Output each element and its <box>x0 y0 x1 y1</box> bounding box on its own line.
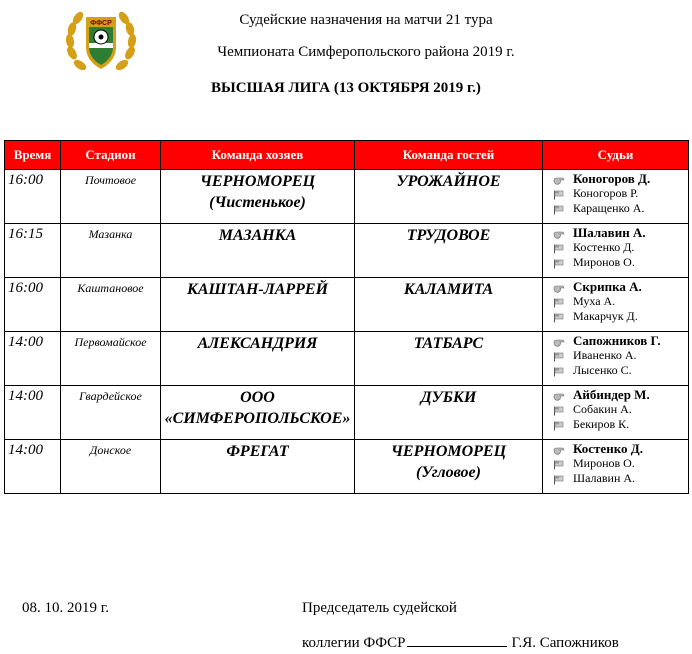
logo-text: ФФСР <box>90 20 112 27</box>
away-team-line: КАЛАМИТА <box>403 281 494 298</box>
away-team-cell <box>355 332 543 386</box>
flag-icon <box>553 258 565 268</box>
whistle-icon <box>553 390 565 400</box>
footer-date: 08. 10. 2019 г. <box>22 600 109 616</box>
assistant-referee <box>543 186 688 201</box>
away-team-cell <box>355 386 543 440</box>
away-team-cell <box>355 278 543 332</box>
main-referee <box>543 171 688 186</box>
time-cell: 14:00 <box>5 440 61 494</box>
referee-name: Коногоров Д. <box>573 171 651 186</box>
referees-cell <box>543 170 689 224</box>
main-referee <box>543 441 688 456</box>
stadium-cell: Донское <box>61 440 161 494</box>
away-team-line: ТРУДОВОЕ <box>406 227 491 244</box>
footer-prefix: коллегии ФФСР <box>302 635 406 651</box>
time-cell: 16:00 <box>5 170 61 224</box>
home-team-cell <box>161 332 355 386</box>
main-referee <box>543 333 688 348</box>
referee-name: Миронов О. <box>573 255 635 269</box>
assignments-table <box>4 140 689 494</box>
assistant-referee <box>543 309 688 324</box>
away-team-line: УРОЖАЙНОЕ <box>396 173 501 190</box>
footer-name: Г.Я. Сапожников <box>511 635 619 651</box>
assistant-referee <box>543 402 688 417</box>
header-away: Команда гостей <box>355 141 543 170</box>
referee-name: Макарчук Д. <box>573 309 638 323</box>
time-cell: 14:00 <box>5 332 61 386</box>
whistle-icon <box>553 282 565 292</box>
home-team-line: (Чистенькое) <box>209 194 306 211</box>
title-line-2: Чемпионата Симферопольского района 2019 г. <box>217 44 515 60</box>
referee-name: Миронов О. <box>573 456 635 470</box>
assistant-referee <box>543 240 688 255</box>
time-cell: 14:00 <box>5 386 61 440</box>
home-team-line: МАЗАНКА <box>218 227 297 244</box>
referee-name: Айбиндер М. <box>573 387 650 402</box>
table-row <box>5 224 689 278</box>
away-team-line: ДУБКИ <box>420 389 477 406</box>
referees-cell <box>543 224 689 278</box>
assistant-referee <box>543 294 688 309</box>
signature-line <box>407 634 507 647</box>
referee-name: Шалавин А. <box>573 225 646 240</box>
referees-cell <box>543 278 689 332</box>
main-referee <box>543 225 688 240</box>
flag-icon <box>553 420 565 430</box>
assistant-referee <box>543 363 688 378</box>
assistant-referee <box>543 348 688 363</box>
footer-line-1: Председатель судейской <box>302 600 457 616</box>
flag-icon <box>553 189 565 199</box>
referee-name: Шалавин А. <box>573 471 636 485</box>
flag-icon <box>553 366 565 376</box>
referee-name: Скрипка А. <box>573 279 642 294</box>
home-team-cell <box>161 170 355 224</box>
flag-icon <box>553 351 565 361</box>
table-row <box>5 386 689 440</box>
flag-icon <box>553 405 565 415</box>
away-team-cell <box>355 224 543 278</box>
home-team-cell <box>161 278 355 332</box>
referees-cell <box>543 332 689 386</box>
referee-name: Сапожников Г. <box>573 333 661 348</box>
referees-cell <box>543 440 689 494</box>
referees-cell <box>543 386 689 440</box>
away-team-cell <box>355 440 543 494</box>
referee-name: Каращенко А. <box>573 201 645 215</box>
home-team-line: ФРЕГАТ <box>226 443 289 460</box>
stadium-cell: Каштановое <box>61 278 161 332</box>
home-team-line: КАШТАН-ЛАРРЕЙ <box>186 281 329 298</box>
flag-icon <box>553 243 565 253</box>
away-team-cell <box>355 170 543 224</box>
home-team-line: АЛЕКСАНДРИЯ <box>197 335 318 352</box>
table-row <box>5 332 689 386</box>
away-team-line: ЧЕРНОМОРЕЦ <box>390 443 507 460</box>
assistant-referee <box>543 417 688 432</box>
table-row <box>5 440 689 494</box>
title-line-1: Судейские назначения на матчи 21 тура <box>239 12 493 28</box>
main-referee <box>543 279 688 294</box>
whistle-icon <box>553 228 565 238</box>
referee-name: Костенко Д. <box>573 441 643 456</box>
assistant-referee <box>543 201 688 216</box>
home-team-line: ООО <box>240 389 275 406</box>
assistant-referee <box>543 471 688 486</box>
referee-name: Коногоров Р. <box>573 186 639 200</box>
whistle-icon <box>553 336 565 346</box>
home-team-line: «СИМФЕРОПОЛЬСКОЕ» <box>164 410 351 427</box>
header-time: Время <box>5 141 61 170</box>
referee-name: Лысенко С. <box>573 363 632 377</box>
table-row <box>5 170 689 224</box>
time-cell: 16:15 <box>5 224 61 278</box>
main-referee <box>543 387 688 402</box>
header-referees: Судьи <box>543 141 689 170</box>
assistant-referee <box>543 255 688 270</box>
whistle-icon <box>553 174 565 184</box>
whistle-icon <box>553 444 565 454</box>
stadium-cell: Мазанка <box>61 224 161 278</box>
header-stadium: Стадион <box>61 141 161 170</box>
referee-name: Муха А. <box>573 294 616 308</box>
referee-name: Костенко Д. <box>573 240 635 254</box>
stadium-cell: Гвардейское <box>61 386 161 440</box>
flag-icon <box>553 204 565 214</box>
flag-icon <box>553 312 565 322</box>
referee-name: Бекиров К. <box>573 417 630 431</box>
home-team-line: ЧЕРНОМОРЕЦ <box>199 173 316 190</box>
stadium-cell: Почтовое <box>61 170 161 224</box>
stadium-cell: Первомайское <box>61 332 161 386</box>
flag-icon <box>553 297 565 307</box>
table-row <box>5 278 689 332</box>
table-header-row <box>5 141 689 170</box>
away-team-line: ТАТБАРС <box>413 335 484 352</box>
assistant-referee <box>543 456 688 471</box>
flag-icon <box>553 459 565 469</box>
title-line-3: ВЫСШАЯ ЛИГА (13 ОКТЯБРЯ 2019 г.) <box>211 80 481 96</box>
home-team-cell <box>161 224 355 278</box>
footer-line-2 <box>302 634 619 652</box>
home-team-cell <box>161 386 355 440</box>
referee-name: Собакин А. <box>573 402 632 416</box>
time-cell: 16:00 <box>5 278 61 332</box>
flag-icon <box>553 474 565 484</box>
header-home: Команда хозяев <box>161 141 355 170</box>
away-team-line: (Угловое) <box>416 464 481 481</box>
referee-name: Иваненко А. <box>573 348 637 362</box>
home-team-cell <box>161 440 355 494</box>
